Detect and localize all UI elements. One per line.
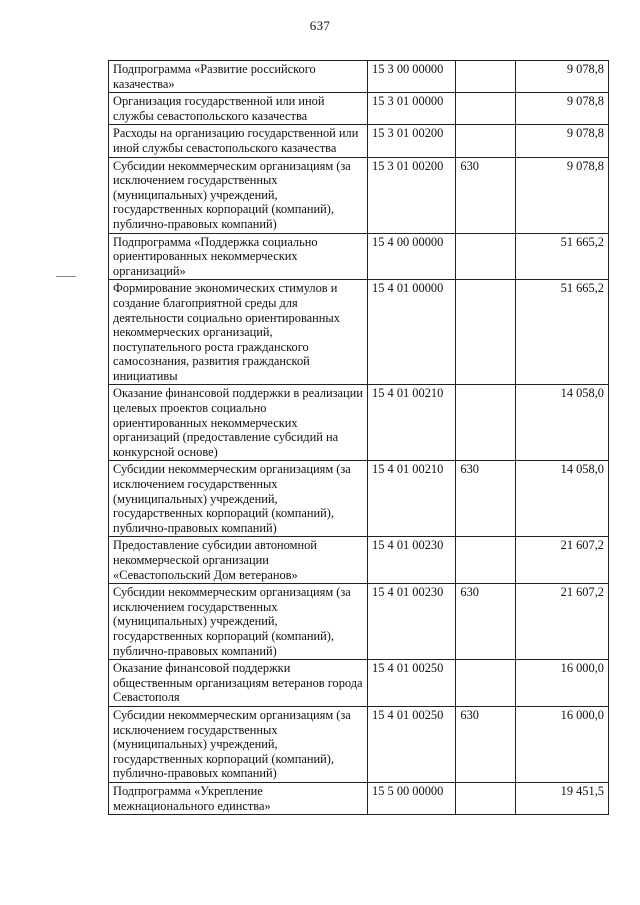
row-expense-type-cell: 630: [456, 157, 515, 233]
row-amount-cell: 19 451,5: [515, 782, 608, 814]
row-expense-type-cell: 630: [456, 461, 515, 537]
row-amount-cell: 14 058,0: [515, 461, 608, 537]
row-expense-type-cell: [456, 93, 515, 125]
row-amount-cell: 16 000,0: [515, 660, 608, 707]
table-row: [109, 157, 609, 233]
row-code-cell: 15 4 01 00210: [368, 385, 456, 461]
row-code-cell: 15 4 01 00230: [368, 584, 456, 660]
margin-mark: [56, 276, 76, 277]
row-name-cell: Расходы на организацию государственной или иной службы севастопольского казачества: [109, 125, 368, 157]
row-expense-type-cell: [456, 782, 515, 814]
row-name-cell: Субсидии некоммерческим организациям (за исключением государственных (муниципальных) учреждений, государственных корпораций (компаний), публично-правовых компаний): [109, 157, 368, 233]
row-name-cell: Субсидии некоммерческим организациям (за исключением государственных (муниципальных) учреждений, государственных корпораций (компаний), публично-правовых компаний): [109, 461, 368, 537]
row-amount-cell: 21 607,2: [515, 537, 608, 584]
row-amount-cell: 9 078,8: [515, 61, 608, 93]
row-name-cell: Подпрограмма «Укрепление межнационального единства»: [109, 782, 368, 814]
table-row: [109, 125, 609, 157]
table-row: [109, 706, 609, 782]
table-row: [109, 461, 609, 537]
row-amount-cell: 21 607,2: [515, 584, 608, 660]
table-row: [109, 61, 609, 93]
row-name-cell: Организация государственной или иной службы севастопольского казачества: [109, 93, 368, 125]
row-expense-type-cell: [456, 233, 515, 280]
row-expense-type-cell: [456, 125, 515, 157]
row-amount-cell: 14 058,0: [515, 385, 608, 461]
table-row: [109, 782, 609, 814]
table-row: [109, 93, 609, 125]
row-code-cell: 15 3 00 00000: [368, 61, 456, 93]
row-amount-cell: 9 078,8: [515, 157, 608, 233]
row-amount-cell: 9 078,8: [515, 125, 608, 157]
row-name-cell: Подпрограмма «Развитие российского казачества»: [109, 61, 368, 93]
row-code-cell: 15 4 00 00000: [368, 233, 456, 280]
table-row: [109, 233, 609, 280]
row-code-cell: 15 5 00 00000: [368, 782, 456, 814]
row-amount-cell: 51 665,2: [515, 233, 608, 280]
row-name-cell: Оказание финансовой поддержки в реализации целевых проектов социально ориентированных некоммерческих организаций (предоставление субсидий на конкурсной основе): [109, 385, 368, 461]
row-code-cell: 15 4 01 00230: [368, 537, 456, 584]
page-number: 637: [309, 18, 331, 33]
row-amount-cell: 9 078,8: [515, 93, 608, 125]
row-expense-type-cell: [456, 385, 515, 461]
table-row: [109, 584, 609, 660]
row-expense-type-cell: 630: [456, 584, 515, 660]
row-name-cell: Формирование экономических стимулов и создание благоприятной среды для деятельности социально ориентированных некоммерческих организаций, поступательного роста гражданского самосознания, развития гражданской инициативы: [109, 280, 368, 385]
table-row: [109, 537, 609, 584]
row-expense-type-cell: [456, 61, 515, 93]
row-code-cell: 15 4 01 00210: [368, 461, 456, 537]
row-expense-type-cell: [456, 537, 515, 584]
row-expense-type-cell: 630: [456, 706, 515, 782]
row-amount-cell: 51 665,2: [515, 280, 608, 385]
table-row: [109, 385, 609, 461]
row-code-cell: 15 4 01 00250: [368, 660, 456, 707]
row-code-cell: 15 3 01 00200: [368, 157, 456, 233]
table-row: [109, 660, 609, 707]
row-code-cell: 15 4 01 00000: [368, 280, 456, 385]
budget-table: [108, 60, 609, 815]
row-expense-type-cell: [456, 280, 515, 385]
row-code-cell: 15 4 01 00250: [368, 706, 456, 782]
row-name-cell: Предоставление субсидии автономной некоммерческой организации «Севастопольский Дом ветеранов»: [109, 537, 368, 584]
row-expense-type-cell: [456, 660, 515, 707]
row-name-cell: Подпрограмма «Поддержка социально ориентированных некоммерческих организаций»: [109, 233, 368, 280]
budget-table-body: [109, 61, 609, 815]
row-name-cell: Оказание финансовой поддержки общественным организациям ветеранов города Севастополя: [109, 660, 368, 707]
row-code-cell: 15 3 01 00200: [368, 125, 456, 157]
row-amount-cell: 16 000,0: [515, 706, 608, 782]
row-code-cell: 15 3 01 00000: [368, 93, 456, 125]
row-name-cell: Субсидии некоммерческим организациям (за исключением государственных (муниципальных) учреждений, государственных корпораций (компаний), публично-правовых компаний): [109, 584, 368, 660]
row-name-cell: Субсидии некоммерческим организациям (за исключением государственных (муниципальных) учреждений, государственных корпораций (компаний), публично-правовых компаний): [109, 706, 368, 782]
table-row: [109, 280, 609, 385]
